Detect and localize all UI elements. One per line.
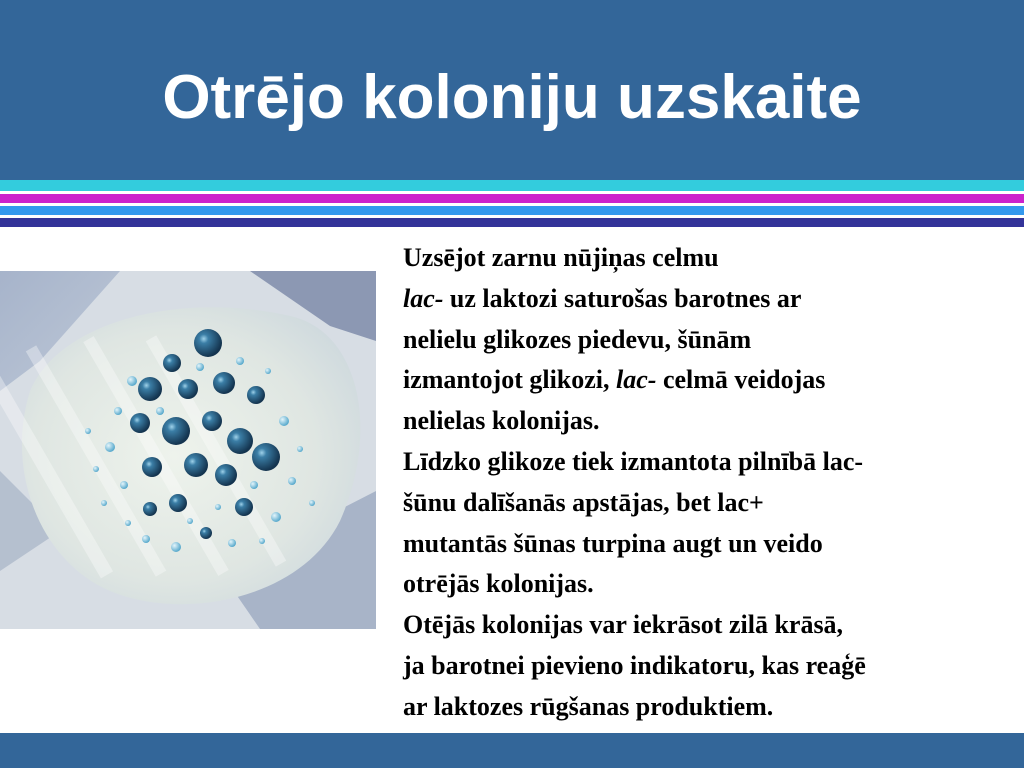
- body-text-run: nelielas kolonijas.: [403, 406, 600, 436]
- body-text-run: nelielu glikozes piedevu, šūnām: [403, 324, 752, 354]
- body-text-run: otrējās kolonijas.: [403, 569, 594, 599]
- body-line: [403, 524, 1015, 565]
- body-line: [403, 687, 1015, 728]
- italic-term: lac-: [616, 365, 657, 395]
- body-line: [403, 401, 1015, 442]
- stripe-cyan: [0, 180, 1024, 191]
- body-text-run: Līdzko glikoze tiek izmantota pilnībā lac-: [403, 446, 864, 476]
- body-text-run: Uzsējot zarnu nūjiņas celmu: [403, 243, 719, 272]
- body-line: [403, 442, 1015, 483]
- body-line: [403, 564, 1015, 605]
- slide-body-text: [403, 238, 1015, 728]
- body-line: [403, 320, 1015, 361]
- stripe-navy: [0, 218, 1024, 227]
- body-line: [403, 360, 1015, 401]
- title-banner: [0, 0, 1024, 180]
- body-text-run: Otējās kolonijas var iekrāsot zilā krāsā,: [403, 610, 844, 640]
- body-text-run: ar laktozes rūgšanas produktiem.: [403, 691, 774, 721]
- stripe-blue: [0, 206, 1024, 215]
- body-text-run: šūnu dalīšanās apstājas, bet lac+: [403, 487, 764, 517]
- slide-title: Otrējo koloniju uzskaite: [162, 63, 862, 132]
- body-text-run: uz laktozi saturošas barotnes ar: [443, 283, 802, 313]
- body-text-run: celmā veidojas: [656, 365, 826, 395]
- body-line: [403, 646, 1015, 687]
- body-text-run: izmantojot glikozi,: [403, 365, 617, 395]
- body-line: [403, 483, 1015, 524]
- colony-photo: [0, 271, 376, 629]
- body-line: [403, 605, 1015, 646]
- body-line: [403, 238, 1015, 279]
- body-text-run: mutantās šūnas turpina augt un veido: [403, 528, 823, 558]
- body-text-run: ja barotnei pievieno indikatoru, kas reaģē: [403, 650, 866, 680]
- stripe-magenta: [0, 194, 1024, 203]
- footer-bar: [0, 733, 1024, 768]
- italic-term: lac-: [403, 283, 444, 313]
- colony-photo-graphic: [0, 271, 376, 629]
- body-line: [403, 279, 1015, 320]
